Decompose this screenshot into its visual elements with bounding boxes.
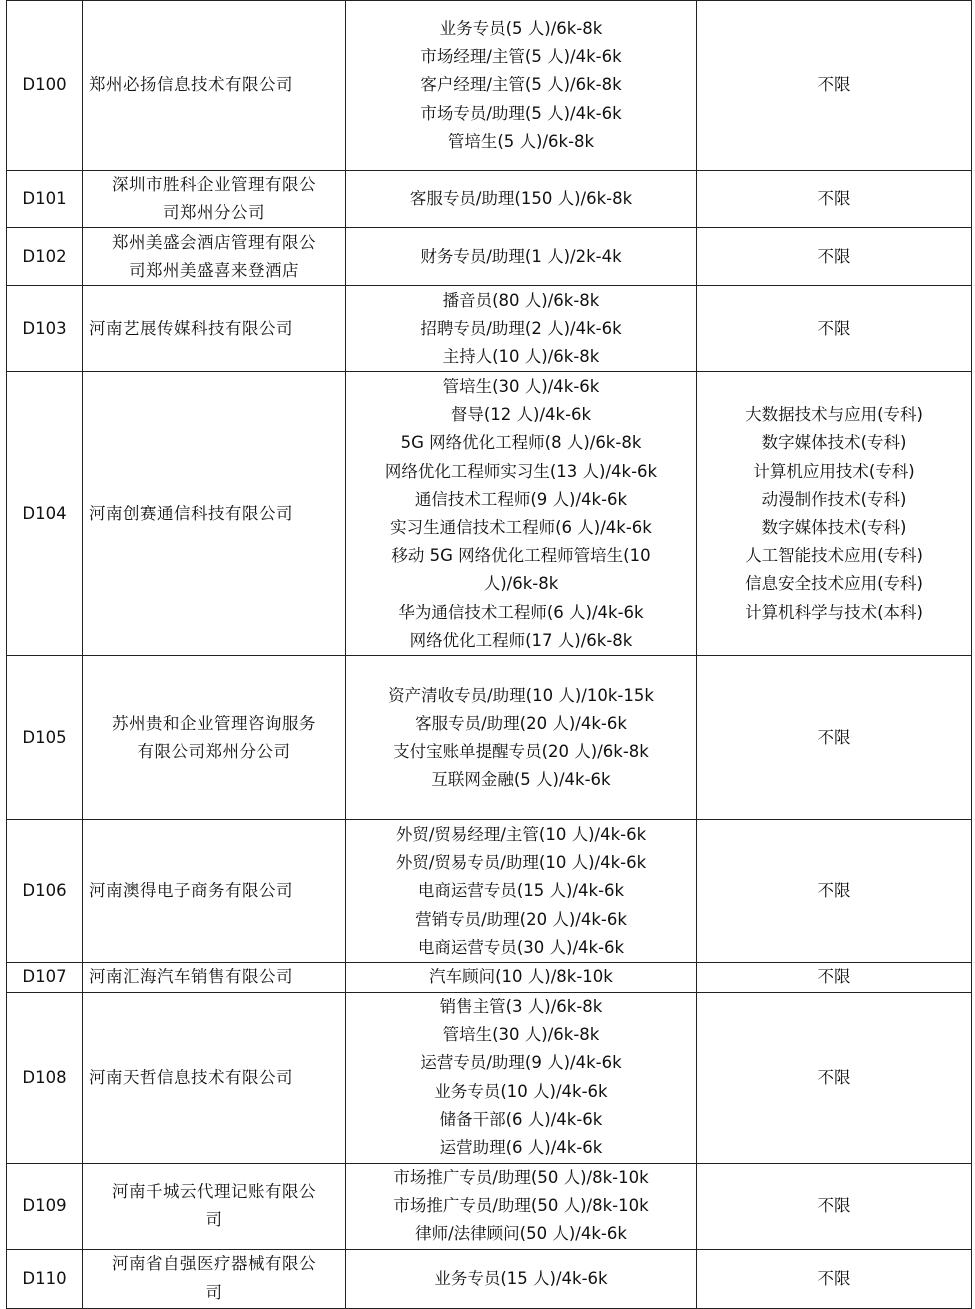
major-line: 数字媒体技术(专科) (761, 517, 907, 537)
positions-cell (346, 963, 697, 992)
table-row (7, 1163, 972, 1249)
major-line: 不限 (817, 75, 851, 95)
company-code: D104 (7, 372, 83, 656)
company-code: D103 (7, 286, 83, 372)
position-line: 业务专员(15 人)/4k-6k (434, 1268, 608, 1288)
positions-cell (346, 992, 697, 1163)
company-name (83, 372, 346, 656)
position-line: 电商运营专员(30 人)/4k-6k (417, 937, 625, 957)
table-row (7, 286, 972, 372)
company-name-line: 河南天哲信息技术有限公司 (89, 1067, 293, 1087)
company-name-line: 河南千城云代理记账有限公 (112, 1181, 316, 1201)
company-name (83, 171, 346, 228)
table-row (7, 171, 972, 228)
company-name (83, 1249, 346, 1308)
company-name-line: 深圳市胜科企业管理有限公 (112, 175, 316, 194)
table-row (7, 820, 972, 963)
positions-cell (346, 228, 697, 286)
position-line: 华为通信技术工程师(6 人)/4k-6k (398, 602, 644, 622)
job-listing-table (6, 0, 972, 1309)
position-line: 储备干部(6 人)/4k-6k (439, 1109, 603, 1129)
position-line: 市场推广专员/助理(50 人)/8k-10k (393, 1167, 649, 1187)
company-name (83, 286, 346, 372)
major-line: 不限 (817, 1196, 851, 1215)
major-line: 大数据技术与应用(专科) (745, 405, 923, 425)
company-name (83, 992, 346, 1163)
position-line: 汽车顾问(10 人)/8k-10k (429, 967, 613, 987)
position-line: 支付宝账单提醒专员(20 人)/6k-8k (393, 741, 649, 761)
company-name-line: 郑州美盛会酒店管理有限公 (112, 232, 316, 252)
major-line: 不限 (817, 967, 851, 987)
table-row (7, 656, 972, 820)
majors-cell (697, 992, 972, 1163)
position-line: 财务专员/助理(1 人)/2k-4k (420, 246, 622, 266)
position-line: 市场经理/主管(5 人)/4k-6k (420, 47, 622, 67)
position-line: 资产清收专员/助理(10 人)/10k-15k (388, 685, 654, 705)
position-line: 5G 网络优化工程师(8 人)/6k-8k (400, 433, 642, 453)
company-code: D101 (7, 171, 83, 228)
company-name-line: 河南省自强医疗器械有限公 (112, 1254, 316, 1274)
company-name-line: 河南澳得电子商务有限公司 (89, 881, 293, 901)
table-row (7, 992, 972, 1163)
position-line: 客户经理/主管(5 人)/6k-8k (420, 75, 622, 95)
company-code: D105 (7, 656, 83, 820)
position-line: 实习生通信技术工程师(6 人)/4k-6k (390, 517, 652, 537)
major-line: 不限 (817, 189, 851, 209)
company-code: D108 (7, 992, 83, 1163)
company-name-line: 司 (205, 1282, 223, 1302)
position-line: 招聘专员/助理(2 人)/4k-6k (420, 318, 622, 338)
position-line: 主持人(10 人)/6k-8k (442, 347, 600, 366)
major-line: 不限 (817, 881, 851, 901)
company-code: D110 (7, 1249, 83, 1308)
company-code: D107 (7, 963, 83, 992)
majors-cell (697, 820, 972, 963)
position-line: 人)/6k-8k (483, 574, 559, 594)
position-line: 互联网金融(5 人)/4k-6k (431, 770, 611, 790)
position-line: 客服专员/助理(20 人)/4k-6k (415, 713, 627, 733)
company-code: D100 (7, 1, 83, 171)
major-line: 数字媒体技术(专科) (761, 433, 907, 453)
company-name (83, 1163, 346, 1249)
majors-cell (697, 171, 972, 228)
table-row (7, 1, 972, 171)
major-line: 不限 (817, 1268, 851, 1288)
position-line: 业务专员(5 人)/6k-8k (439, 18, 603, 38)
company-name (83, 228, 346, 286)
position-line: 外贸/贸易专员/助理(10 人)/4k-6k (395, 853, 647, 873)
positions-cell (346, 372, 697, 656)
company-name-line: 河南创赛通信科技有限公司 (89, 503, 293, 523)
company-name-line: 苏州贵和企业管理咨询服务 (112, 713, 316, 733)
company-name-line: 有限公司郑州分公司 (137, 741, 291, 761)
position-line: 运营专员/助理(9 人)/4k-6k (420, 1053, 622, 1073)
position-line: 通信技术工程师(9 人)/4k-6k (414, 489, 628, 509)
majors-cell (697, 1, 972, 171)
company-name-line: 河南汇海汽车销售有限公司 (89, 967, 293, 987)
majors-cell (697, 372, 972, 656)
majors-cell (697, 1249, 972, 1308)
major-line: 人工智能技术应用(专科) (745, 546, 923, 566)
table-row (7, 1249, 972, 1308)
position-line: 督导(12 人)/4k-6k (450, 405, 592, 425)
major-line: 不限 (817, 727, 851, 747)
table-row (7, 228, 972, 286)
company-name-line: 河南艺展传媒科技有限公司 (89, 318, 293, 338)
positions-cell (346, 286, 697, 372)
company-code: D106 (7, 820, 83, 963)
position-line: 销售主管(3 人)/6k-8k (439, 997, 603, 1016)
majors-cell (697, 656, 972, 820)
position-line: 网络优化工程师实习生(13 人)/4k-6k (384, 461, 658, 481)
major-line: 不限 (817, 246, 851, 266)
position-line: 电商运营专员(15 人)/4k-6k (417, 881, 625, 901)
company-code: D102 (7, 228, 83, 286)
major-line: 动漫制作技术(专科) (761, 489, 907, 509)
positions-cell (346, 1, 697, 171)
company-name-line: 司郑州分公司 (163, 203, 265, 223)
major-line: 不限 (817, 1067, 851, 1087)
table-row (7, 372, 972, 656)
major-line: 计算机科学与技术(本科) (745, 602, 923, 622)
position-line: 营销专员/助理(20 人)/4k-6k (415, 909, 627, 929)
company-code: D109 (7, 1163, 83, 1249)
major-line: 不限 (817, 318, 851, 338)
positions-cell (346, 1249, 697, 1308)
position-line: 市场推广专员/助理(50 人)/8k-10k (393, 1196, 649, 1215)
company-name-line: 司郑州美盛喜来登酒店 (129, 260, 299, 280)
position-line: 客服专员/助理(150 人)/6k-8k (409, 189, 633, 209)
position-line: 管培生(30 人)/6k-8k (442, 1025, 600, 1045)
positions-cell (346, 171, 697, 228)
majors-cell (697, 286, 972, 372)
company-name-line: 郑州必扬信息技术有限公司 (89, 75, 293, 95)
majors-cell (697, 963, 972, 992)
major-line: 信息安全技术应用(专科) (745, 574, 923, 594)
position-line: 运营助理(6 人)/4k-6k (439, 1138, 603, 1158)
company-name (83, 656, 346, 820)
position-line: 外贸/贸易经理/主管(10 人)/4k-6k (395, 824, 647, 844)
table-row (7, 963, 972, 992)
company-name (83, 1, 346, 171)
positions-cell (346, 1163, 697, 1249)
majors-cell (697, 228, 972, 286)
position-line: 律师/法律顾问(50 人)/4k-6k (415, 1224, 627, 1244)
position-line: 市场专员/助理(5 人)/4k-6k (420, 103, 622, 123)
company-name (83, 820, 346, 963)
majors-cell (697, 1163, 972, 1249)
position-line: 移动 5G 网络优化工程师管培生(10 (391, 546, 651, 566)
positions-cell (346, 656, 697, 820)
position-line: 网络优化工程师(17 人)/6k-8k (409, 630, 633, 650)
company-name (83, 963, 346, 992)
position-line: 管培生(30 人)/4k-6k (442, 376, 600, 396)
company-name-line: 司 (205, 1210, 223, 1230)
position-line: 播音员(80 人)/6k-8k (442, 290, 600, 310)
position-line: 业务专员(10 人)/4k-6k (434, 1081, 608, 1101)
major-line: 计算机应用技术(专科) (753, 461, 915, 481)
positions-cell (346, 820, 697, 963)
position-line: 管培生(5 人)/6k-8k (447, 131, 595, 151)
